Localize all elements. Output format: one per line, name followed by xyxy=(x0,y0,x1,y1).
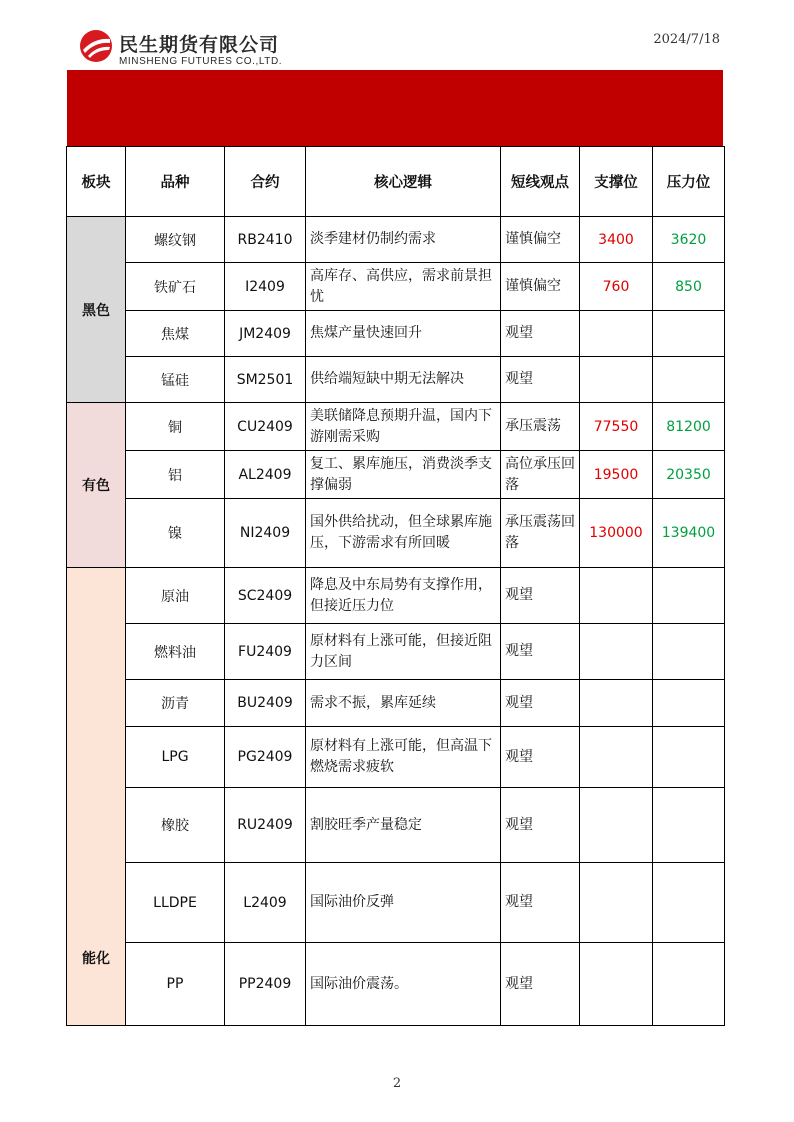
variety-cell: 螺纹钢 xyxy=(126,217,225,263)
logic-cell: 降息及中东局势有支撑作用，但接近压力位 xyxy=(306,568,501,624)
contract-cell: NI2409 xyxy=(225,499,306,568)
column-header-support: 支撑位 xyxy=(580,147,653,217)
resistance-cell xyxy=(653,727,725,788)
logic-cell: 原材料有上涨可能，但接近阻力区间 xyxy=(306,624,501,680)
resistance-cell xyxy=(653,357,725,403)
contract-cell: SM2501 xyxy=(225,357,306,403)
logic-cell: 供给端短缺中期无法解决 xyxy=(306,357,501,403)
table-row xyxy=(67,217,725,263)
column-header-contract: 合约 xyxy=(225,147,306,217)
view-cell: 谨慎偏空 xyxy=(501,263,580,311)
minsheng-logo-icon xyxy=(79,29,113,63)
resistance-cell xyxy=(653,680,725,727)
support-cell: 3400 xyxy=(580,217,653,263)
resistance-cell: 81200 xyxy=(653,403,725,451)
table-row xyxy=(67,624,725,680)
resistance-cell: 850 xyxy=(653,263,725,311)
logic-cell: 焦煤产量快速回升 xyxy=(306,311,501,357)
logic-cell: 需求不振，累库延续 xyxy=(306,680,501,727)
resistance-cell xyxy=(653,863,725,943)
sector-cell-metal: 有色 xyxy=(67,403,126,568)
resistance-cell xyxy=(653,788,725,863)
support-cell: 77550 xyxy=(580,403,653,451)
logic-cell: 高库存、高供应，需求前景担忧 xyxy=(306,263,501,311)
logic-cell: 割胶旺季产量稳定 xyxy=(306,788,501,863)
view-cell: 观望 xyxy=(501,727,580,788)
table-header-row xyxy=(67,147,725,217)
variety-cell: 铁矿石 xyxy=(126,263,225,311)
table-row xyxy=(67,499,725,568)
contract-cell: RU2409 xyxy=(225,788,306,863)
variety-cell: 燃料油 xyxy=(126,624,225,680)
contract-cell: PG2409 xyxy=(225,727,306,788)
table-row xyxy=(67,943,725,1026)
resistance-cell xyxy=(653,624,725,680)
resistance-cell xyxy=(653,943,725,1026)
table-row xyxy=(67,451,725,499)
support-cell xyxy=(580,680,653,727)
strategy-table xyxy=(66,146,725,1026)
logic-cell: 原材料有上涨可能，但高温下燃烧需求疲软 xyxy=(306,727,501,788)
view-cell: 观望 xyxy=(501,357,580,403)
table-row xyxy=(67,727,725,788)
logic-cell: 国际油价反弹 xyxy=(306,863,501,943)
contract-cell: I2409 xyxy=(225,263,306,311)
support-cell: 760 xyxy=(580,263,653,311)
table-row xyxy=(67,788,725,863)
view-cell: 观望 xyxy=(501,568,580,624)
resistance-cell: 20350 xyxy=(653,451,725,499)
column-header-variety: 品种 xyxy=(126,147,225,217)
resistance-cell: 139400 xyxy=(653,499,725,568)
support-cell xyxy=(580,727,653,788)
column-header-resistance: 压力位 xyxy=(653,147,725,217)
support-cell xyxy=(580,943,653,1026)
variety-cell: 锰硅 xyxy=(126,357,225,403)
support-cell xyxy=(580,311,653,357)
view-cell: 观望 xyxy=(501,863,580,943)
contract-cell: RB2410 xyxy=(225,217,306,263)
resistance-cell xyxy=(653,311,725,357)
contract-cell: AL2409 xyxy=(225,451,306,499)
logic-cell: 淡季建材仍制约需求 xyxy=(306,217,501,263)
support-cell: 19500 xyxy=(580,451,653,499)
sector-cell-black: 黑色 xyxy=(67,217,126,403)
sector-cell-chem: 能化 xyxy=(67,568,126,1026)
table-row xyxy=(67,863,725,943)
column-header-view: 短线观点 xyxy=(501,147,580,217)
support-cell: 130000 xyxy=(580,499,653,568)
view-cell: 承压震荡 xyxy=(501,403,580,451)
logic-cell: 复工、累库施压，消费淡季支撑偏弱 xyxy=(306,451,501,499)
logic-cell: 美联储降息预期升温，国内下游刚需采购 xyxy=(306,403,501,451)
contract-cell: BU2409 xyxy=(225,680,306,727)
resistance-cell xyxy=(653,568,725,624)
table-row xyxy=(67,403,725,451)
variety-cell: LPG xyxy=(126,727,225,788)
variety-cell: 焦煤 xyxy=(126,311,225,357)
contract-cell: L2409 xyxy=(225,863,306,943)
view-cell: 观望 xyxy=(501,624,580,680)
logic-cell: 国际油价震荡。 xyxy=(306,943,501,1026)
contract-cell: PP2409 xyxy=(225,943,306,1026)
view-cell: 承压震荡回落 xyxy=(501,499,580,568)
variety-cell: 镍 xyxy=(126,499,225,568)
table-row xyxy=(67,568,725,624)
variety-cell: 沥青 xyxy=(126,680,225,727)
variety-cell: PP xyxy=(126,943,225,1026)
company-name-en: MINSHENG FUTURES CO.,LTD. xyxy=(119,56,283,67)
variety-cell: 铜 xyxy=(126,403,225,451)
view-cell: 谨慎偏空 xyxy=(501,217,580,263)
title-banner xyxy=(67,70,723,147)
view-cell: 观望 xyxy=(501,680,580,727)
support-cell xyxy=(580,357,653,403)
contract-cell: SC2409 xyxy=(225,568,306,624)
report-date: 2024/7/18 xyxy=(653,32,720,47)
support-cell xyxy=(580,863,653,943)
contract-cell: FU2409 xyxy=(225,624,306,680)
table-row xyxy=(67,311,725,357)
table-row xyxy=(67,263,725,311)
support-cell xyxy=(580,624,653,680)
variety-cell: 铝 xyxy=(126,451,225,499)
column-header-logic: 核心逻辑 xyxy=(306,147,501,217)
contract-cell: JM2409 xyxy=(225,311,306,357)
view-cell: 观望 xyxy=(501,311,580,357)
resistance-cell: 3620 xyxy=(653,217,725,263)
variety-cell: LLDPE xyxy=(126,863,225,943)
view-cell: 观望 xyxy=(501,788,580,863)
table-row xyxy=(67,357,725,403)
view-cell: 高位承压回落 xyxy=(501,451,580,499)
variety-cell: 原油 xyxy=(126,568,225,624)
view-cell: 观望 xyxy=(501,943,580,1026)
support-cell xyxy=(580,568,653,624)
table-row xyxy=(67,680,725,727)
company-name-cn: 民生期货有限公司 xyxy=(119,34,280,56)
variety-cell: 橡胶 xyxy=(126,788,225,863)
support-cell xyxy=(580,788,653,863)
contract-cell: CU2409 xyxy=(225,403,306,451)
logic-cell: 国外供给扰动，但全球累库施压，下游需求有所回暖 xyxy=(306,499,501,568)
page-number: 2 xyxy=(392,1076,402,1091)
column-header-sector: 板块 xyxy=(67,147,126,217)
